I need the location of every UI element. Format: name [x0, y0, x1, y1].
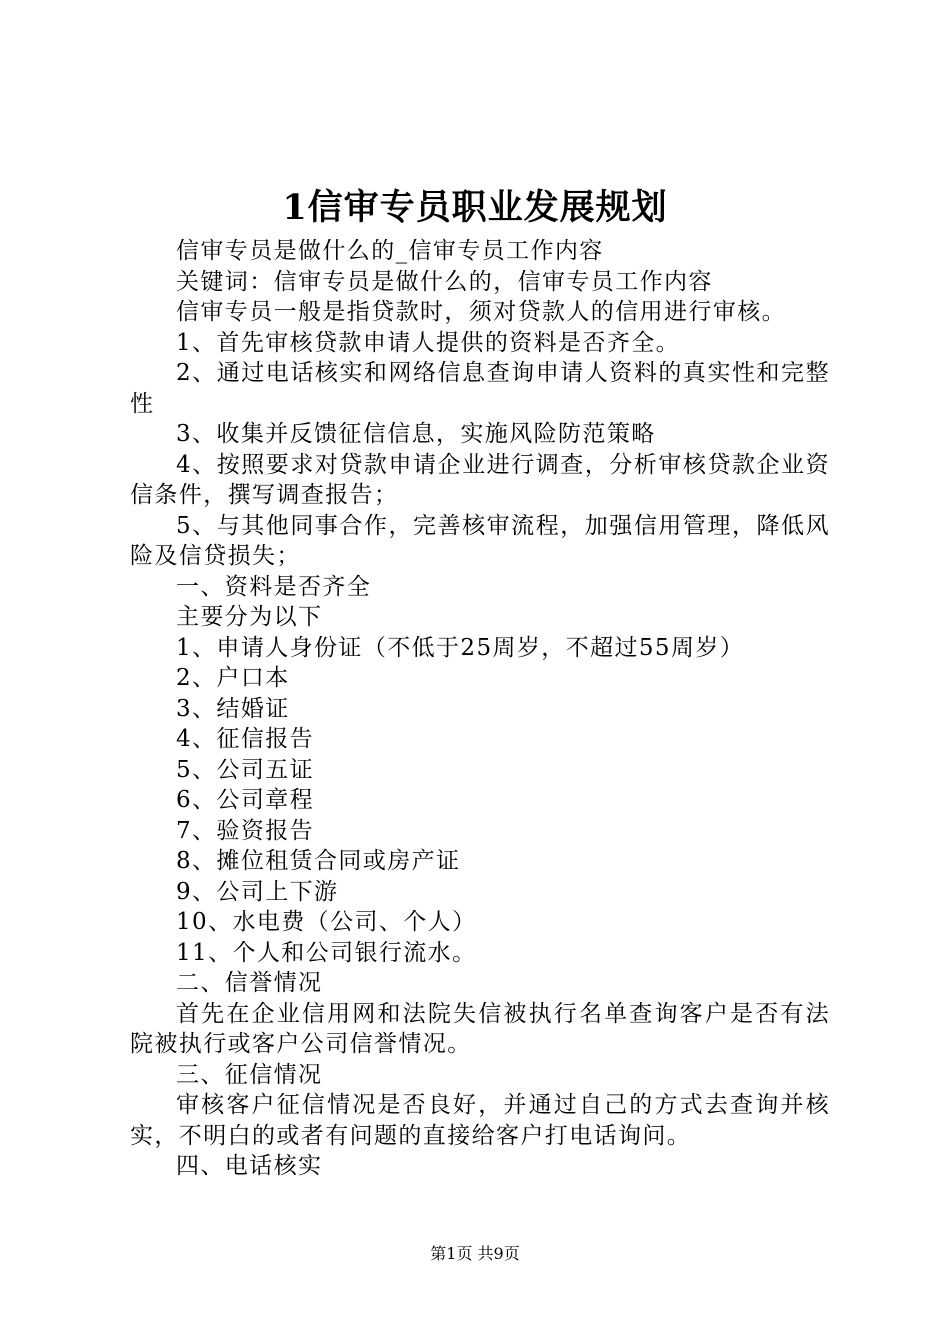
- section-heading: 一、资料是否齐全: [176, 573, 372, 600]
- paragraph: 2、通过电话核实和网络信息查询申请人资料的真实性和完整性: [130, 360, 830, 417]
- list-item: 6、公司章程: [176, 787, 315, 813]
- paragraph: 5、与其他同事合作，完善核审流程，加强信用管理，降低风险及信贷损失；: [130, 512, 830, 569]
- section-heading: 二、信誉情况: [176, 970, 323, 996]
- paragraph: 1、首先审核贷款申请人提供的资料是否齐全。: [176, 329, 681, 356]
- document-title: 1信审专员职业发展规划: [282, 187, 668, 228]
- list-item: 10、水电费（公司、个人）: [176, 909, 477, 935]
- paragraph: 信审专员一般是指贷款时，须对贷款人的信用进行审核。: [176, 299, 786, 325]
- list-item: 3、结婚证: [176, 695, 290, 722]
- list-item: 5、公司五证: [176, 756, 315, 783]
- section-heading: 三、征信情况: [176, 1061, 323, 1088]
- document-body: [130, 236, 830, 1182]
- paragraph: 4、按照要求对贷款申请企业进行调查，分析审核贷款企业资信条件，撰写调查报告；: [130, 451, 830, 508]
- page-number-footer: 第1页 共9页: [430, 1244, 520, 1263]
- paragraph: 3、收集并反馈征信信息，实施风险防范策略: [176, 421, 656, 447]
- list-item: 2、户口本: [176, 665, 290, 691]
- paragraph: 首先在企业信用网和法院失信被执行名单查询客户是否有法院被执行或客户公司信誉情况。: [130, 1000, 830, 1057]
- list-item: 1、申请人身份证（不低于25周岁，不超过55周岁）: [176, 634, 745, 661]
- list-item: 9、公司上下游: [176, 878, 339, 905]
- paragraph: 关键词：信审专员是做什么的，信审专员工作内容: [176, 268, 713, 295]
- list-item: 11、个人和公司银行流水。: [176, 939, 477, 966]
- paragraph: 审核客户征信情况是否良好，并通过自己的方式去查询并核实，不明白的或者有问题的直接给客户打电话询问。: [130, 1092, 830, 1149]
- paragraph: 主要分为以下: [176, 604, 323, 630]
- list-item: 7、验资报告: [176, 817, 315, 844]
- list-item: 4、征信报告: [176, 726, 315, 752]
- section-heading: 四、电话核实: [176, 1153, 323, 1179]
- list-item: 8、摊位租赁合同或房产证: [176, 848, 461, 874]
- paragraph: 信审专员是做什么的_信审专员工作内容: [176, 238, 604, 264]
